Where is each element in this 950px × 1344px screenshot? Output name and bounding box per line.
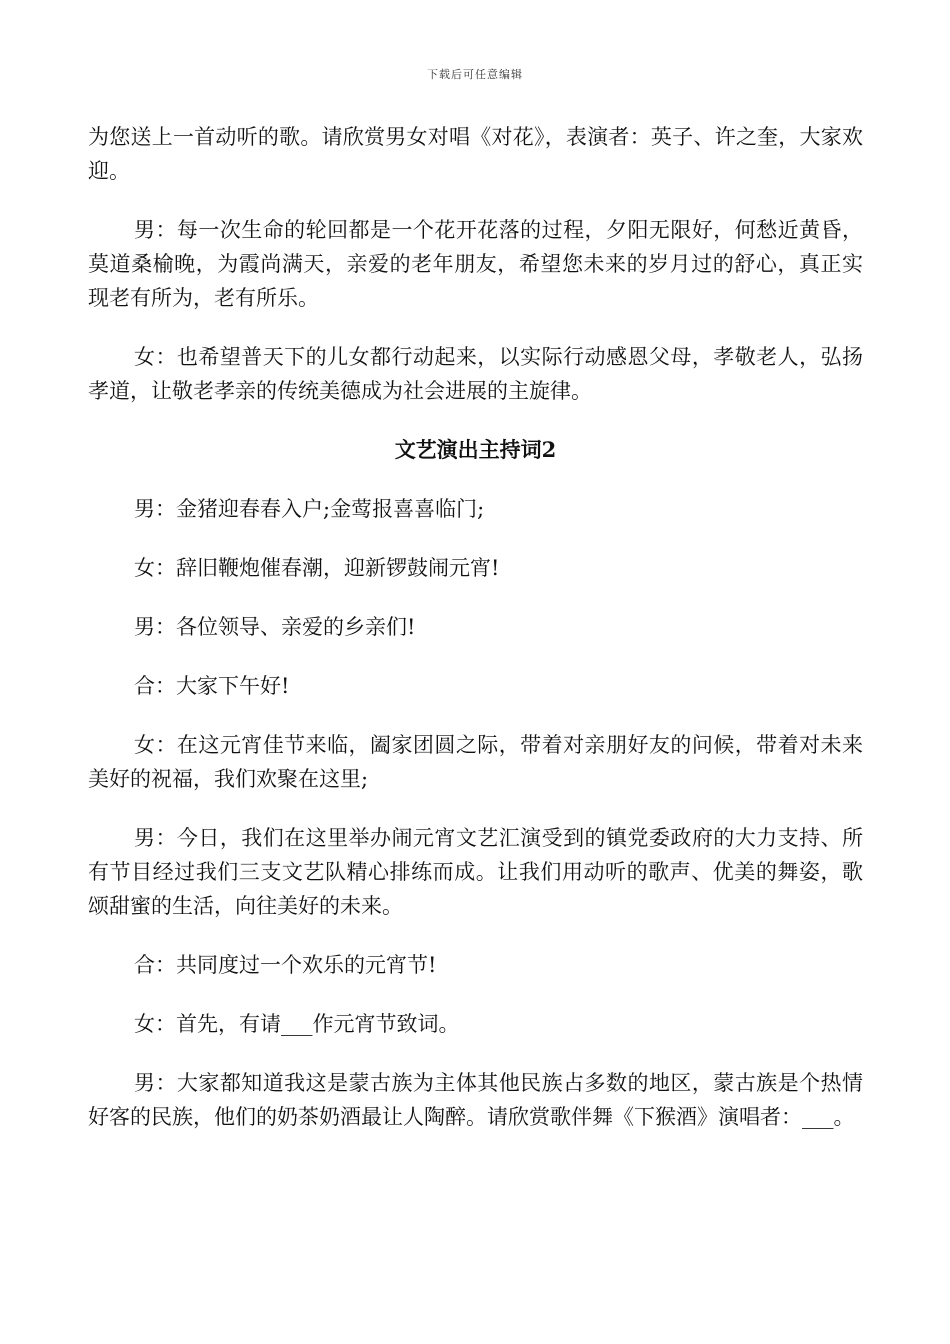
paragraph: 合：共同度过一个欢乐的元宵节! [134,953,437,977]
paragraph: 女：在这元宵佳节来临，阖家团圆之际，带着对亲朋好友的问候，带着对未来美好的祝福，我们欢聚在这里; [88,733,863,791]
paragraph: 女：辞旧鞭炮催春潮，迎新锣鼓闹元宵! [134,556,500,580]
page-header-note: 下载后可任意编辑 [427,68,523,81]
paragraph: 合：大家下午好! [134,674,290,698]
paragraph: 女：首先，有请___作元宵节致词。 [134,1012,460,1036]
document-body [88,120,863,1159]
paragraph: 男：各位领导、亲爱的乡亲们! [134,615,416,639]
paragraph: 男：今日，我们在这里举办闹元宵文艺汇演受到的镇党委政府的大力支持、所有节目经过我们三支文艺队精心排练而成。让我们用动听的歌声、优美的舞姿，歌颂甜蜜的生活，向往美好的未来。 [88,826,863,918]
paragraph: 男：大家都知道我这是蒙古族为主体其他民族占多数的地区，蒙古族是个热情好客的民族，他们的奶茶奶酒最让人陶醉。请欣赏歌伴舞《下猴酒》演唱者：___。 [88,1071,863,1129]
paragraph: 男：金猪迎春春入户;金莺报喜喜临门; [134,497,485,521]
paragraph: 女：也希望普天下的儿女都行动起来，以实际行动感恩父母，孝敬老人，弘扬孝道，让敬老孝亲的传统美德成为社会进展的主旋律。 [88,345,863,403]
paragraph: 为您送上一首动听的歌。请欣赏男女对唱《对花》，表演者：英子、许之奎，大家欢迎。 [88,125,863,183]
paragraph: 男：每一次生命的轮回都是一个花开花落的过程，夕阳无限好，何愁近黄昏，莫道桑榆晚，为霞尚满天，亲爱的老年朋友，希望您未来的岁月过的舒心，真正实现老有所为，老有所乐。 [88,218,863,310]
section-heading: 文艺演出主持词2 [394,437,557,462]
